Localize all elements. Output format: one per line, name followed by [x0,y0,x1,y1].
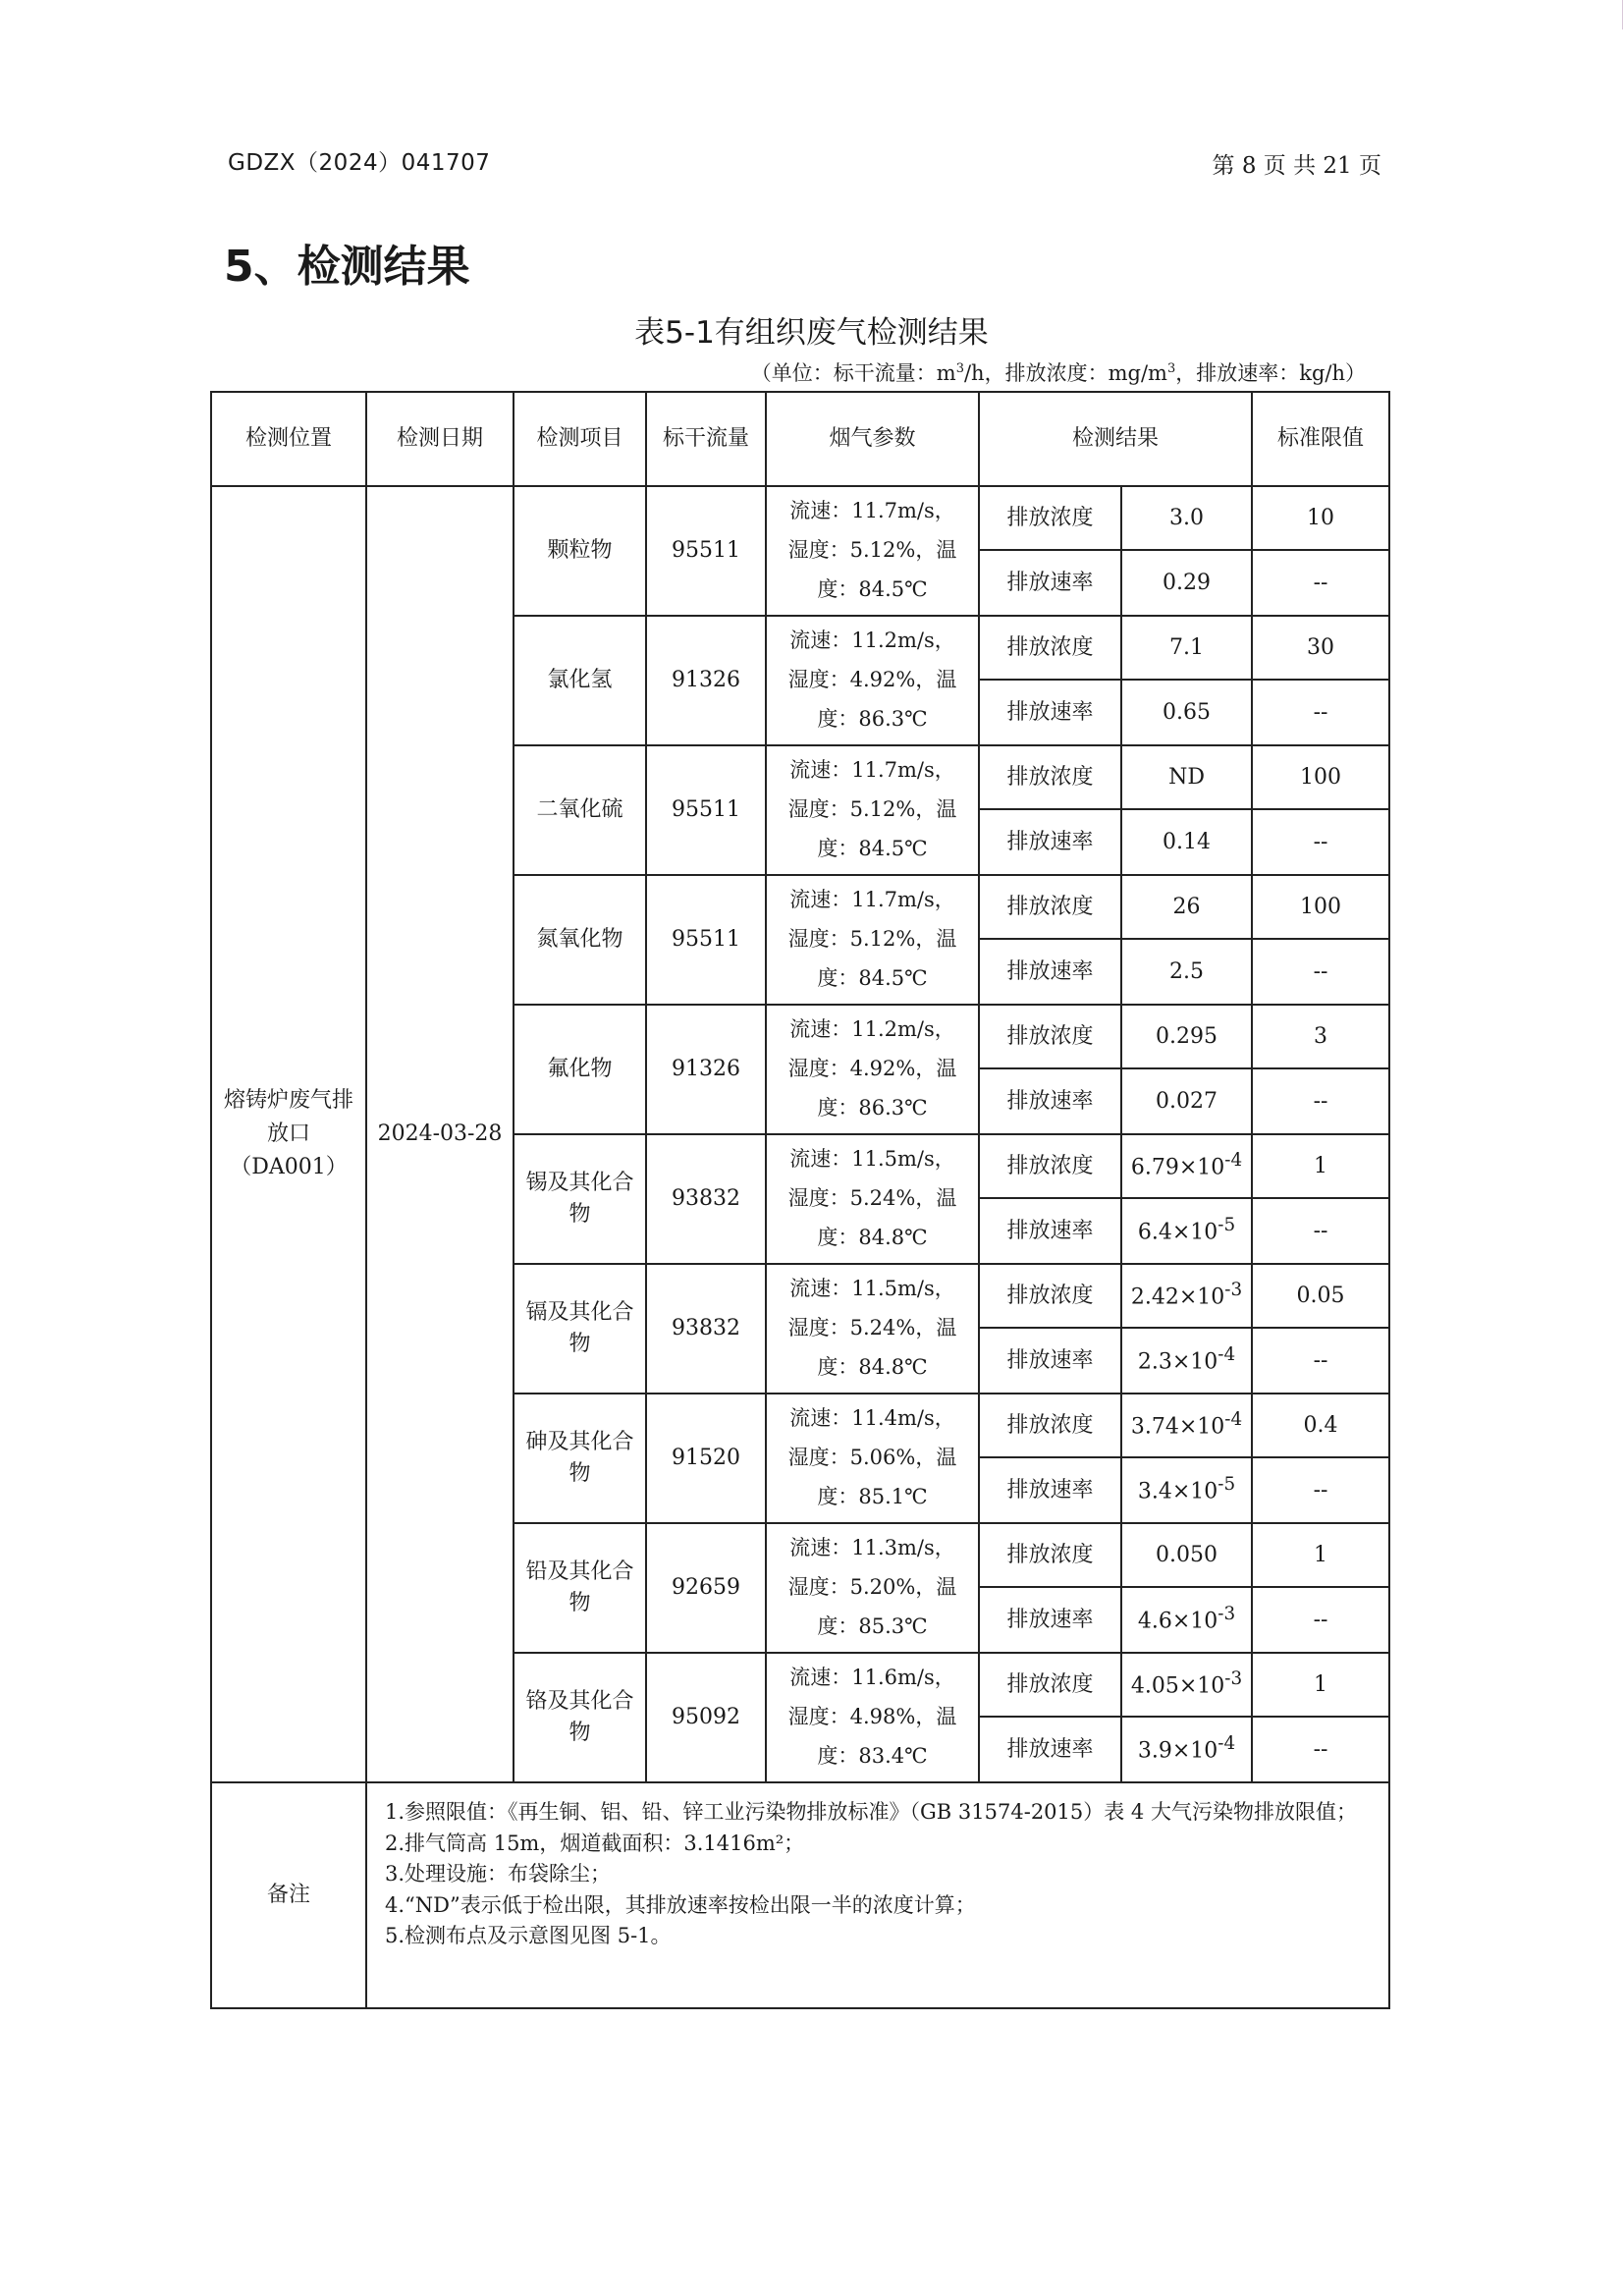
conc-label: 排放浓度 [979,1394,1121,1457]
rate-limit: -- [1252,1457,1389,1523]
rate-value [1121,1587,1252,1653]
flow-cell: 95511 [646,745,766,875]
rate-limit: -- [1252,939,1389,1005]
conc-value [1121,1653,1252,1717]
flow-cell: 95511 [646,486,766,616]
flue-speed: 流速：11.5m/s， [789,1147,955,1172]
item-cell: 铅及其化合物 [514,1523,646,1653]
results-table [210,391,1390,2009]
rate-limit: -- [1252,1068,1389,1134]
conc-value: 3.0 [1121,486,1252,550]
col-item: 检测项目 [514,392,646,486]
flue-temp: 度：84.5℃ [817,836,928,860]
note-line: 2.排气筒高 15m，烟道截面积：3.1416m²； [385,1831,805,1855]
item-cell: 铬及其化合物 [514,1653,646,1782]
rate-value [1121,1198,1252,1264]
conc-limit: 1 [1252,1523,1389,1587]
report-number: GDZX（2024）041707 [228,150,491,176]
item-cell: 锡及其化合物 [514,1134,646,1264]
col-date: 检测日期 [366,392,514,486]
section-heading: 5、检测结果 [224,242,470,292]
rate-value: 2.5 [1121,939,1252,1005]
flow-cell: 91326 [646,1005,766,1134]
flue-humidity: 湿度：5.12%，温 [787,538,957,563]
flue-params-cell [766,745,979,875]
rate-value-exponent: -4 [1217,1733,1236,1755]
conc-limit: 3 [1252,1005,1389,1068]
conc-label: 排放浓度 [979,1264,1121,1328]
rate-label: 排放速率 [979,1198,1121,1264]
table-caption: 表5-1有组织废气检测结果 [634,315,989,351]
flow-cell: 95511 [646,875,766,1005]
flue-params-cell [766,1005,979,1134]
rate-value-exponent: -3 [1217,1604,1236,1625]
rate-value-mantissa: 6.4×10 [1137,1220,1218,1245]
flue-params-cell [766,616,979,745]
rate-value-exponent: -5 [1217,1474,1236,1496]
note-line: 3.处理设施：布袋除尘； [385,1862,612,1886]
page-indicator: 第 8 页 共 21 页 [1212,153,1381,179]
flue-params-cell [766,486,979,616]
rate-label: 排放速率 [979,809,1121,875]
flue-temp: 度：83.4℃ [817,1743,928,1768]
item-cell: 颗粒物 [514,486,646,616]
flue-temp: 度：85.3℃ [817,1613,928,1638]
conc-limit: 100 [1252,875,1389,939]
flue-params-cell [766,1264,979,1394]
conc-limit: 1 [1252,1653,1389,1717]
item-cell: 二氧化硫 [514,745,646,875]
flue-speed: 流速：11.7m/s， [789,888,955,912]
conc-value: 7.1 [1121,616,1252,680]
units-prefix: （单位：标干流量：m [750,361,956,385]
conc-limit: 0.05 [1252,1264,1389,1328]
conc-value [1121,1264,1252,1328]
flue-speed: 流速：11.4m/s， [789,1406,955,1431]
rate-value: 0.14 [1121,809,1252,875]
rate-value: 0.29 [1121,550,1252,616]
conc-value: 26 [1121,875,1252,939]
flue-speed: 流速：11.6m/s， [789,1666,955,1690]
flue-speed: 流速：11.5m/s， [789,1277,955,1301]
conc-limit: 100 [1252,745,1389,809]
col-location: 检测位置 [211,392,366,486]
rate-label: 排放速率 [979,1457,1121,1523]
rate-label: 排放速率 [979,1068,1121,1134]
results-body [211,392,1389,2008]
conc-value-exponent: -4 [1224,1150,1243,1172]
item-cell: 砷及其化合物 [514,1394,646,1523]
flue-temp: 度：85.1℃ [817,1484,928,1508]
units-note [751,357,1366,387]
rate-value-mantissa: 3.9×10 [1137,1738,1218,1764]
units-mid-2: ，排放速率：kg/h） [1175,361,1366,385]
rate-value: 0.027 [1121,1068,1252,1134]
flue-humidity: 湿度：5.12%，温 [787,927,957,952]
flue-temp: 度：84.5℃ [817,576,928,601]
note-line: 5.检测布点及示意图见图 5-1。 [385,1924,672,1947]
flow-cell: 93832 [646,1134,766,1264]
conc-limit: 10 [1252,486,1389,550]
flue-temp: 度：84.8℃ [817,1354,928,1379]
flue-humidity: 湿度：5.24%，温 [787,1186,957,1211]
conc-value [1121,1394,1252,1457]
col-flow: 标干流量 [646,392,766,486]
flow-cell: 91326 [646,616,766,745]
conc-label: 排放浓度 [979,1523,1121,1587]
header-row [211,392,1389,486]
flue-speed: 流速：11.3m/s， [789,1536,955,1560]
notes-row [211,1782,1389,2008]
flow-cell: 93832 [646,1264,766,1394]
flue-humidity: 湿度：5.20%，温 [787,1575,957,1600]
rate-value [1121,1328,1252,1394]
location-cell: 熔铸炉废气排放口（DA001） [211,486,366,1782]
flow-cell: 95092 [646,1653,766,1782]
rate-value: 0.65 [1121,680,1252,745]
conc-value-exponent: -3 [1224,1280,1243,1301]
conc-limit: 30 [1252,616,1389,680]
flue-humidity: 湿度：5.06%，温 [787,1446,957,1470]
conc-value-mantissa: 2.42×10 [1130,1285,1225,1310]
table-row [211,486,1389,550]
col-result: 检测结果 [979,392,1252,486]
conc-label: 排放浓度 [979,1005,1121,1068]
rate-label: 排放速率 [979,939,1121,1005]
flue-speed: 流速：11.7m/s， [789,499,955,523]
rate-limit: -- [1252,1587,1389,1653]
rate-label: 排放速率 [979,1717,1121,1782]
conc-value: ND [1121,745,1252,809]
conc-label: 排放浓度 [979,616,1121,680]
rate-limit: -- [1252,680,1389,745]
flue-humidity: 湿度：4.92%，温 [787,668,957,692]
rate-label: 排放速率 [979,680,1121,745]
flow-cell: 91520 [646,1394,766,1523]
rate-value-exponent: -5 [1217,1215,1236,1236]
flue-temp: 度：84.5℃ [817,965,928,990]
conc-label: 排放浓度 [979,486,1121,550]
notes-label: 备注 [211,1782,366,2008]
date-cell: 2024-03-28 [366,486,514,1782]
rate-value [1121,1717,1252,1782]
flue-speed: 流速：11.2m/s， [789,629,955,653]
rate-limit: -- [1252,809,1389,875]
conc-limit: 1 [1252,1134,1389,1198]
flow-cell: 92659 [646,1523,766,1653]
conc-label: 排放浓度 [979,745,1121,809]
conc-value-mantissa: 4.05×10 [1130,1673,1225,1699]
rate-limit: -- [1252,1328,1389,1394]
conc-value-mantissa: 6.79×10 [1130,1155,1225,1180]
flue-params-cell [766,1523,979,1653]
conc-label: 排放浓度 [979,1653,1121,1717]
conc-label: 排放浓度 [979,875,1121,939]
conc-value: 0.050 [1121,1523,1252,1587]
rate-limit: -- [1252,1198,1389,1264]
conc-value-mantissa: 3.74×10 [1130,1414,1225,1440]
rate-value-mantissa: 2.3×10 [1137,1349,1218,1375]
conc-label: 排放浓度 [979,1134,1121,1198]
flue-temp: 度：86.3℃ [817,706,928,731]
item-cell: 氟化物 [514,1005,646,1134]
col-flue-params: 烟气参数 [766,392,979,486]
units-mid-1: /h，排放浓度：mg/m [963,361,1167,385]
note-line: 4.“ND”表示低于检出限，其排放速率按检出限一半的浓度计算； [385,1892,976,1917]
rate-label: 排放速率 [979,550,1121,616]
conc-limit: 0.4 [1252,1394,1389,1457]
flue-speed: 流速：11.2m/s， [789,1017,955,1042]
flue-humidity: 湿度：4.92%，温 [787,1057,957,1081]
rate-limit: -- [1252,550,1389,616]
units-sup-2: 3 [1166,361,1176,376]
units-sup-1: 3 [955,361,964,376]
conc-value-exponent: -3 [1224,1668,1243,1690]
col-limit: 标准限值 [1252,392,1389,486]
note-line: 1.参照限值：《再生铜、铝、铅、锌工业污染物排放标准》（GB 31574-2015）表 4 大气污染物排放限值； [385,1800,1357,1824]
rate-value-mantissa: 4.6×10 [1137,1609,1218,1634]
item-cell: 氯化氢 [514,616,646,745]
rate-value-exponent: -4 [1217,1344,1236,1366]
conc-value-exponent: -4 [1224,1409,1243,1431]
conc-value [1121,1134,1252,1198]
item-cell: 镉及其化合物 [514,1264,646,1394]
item-cell: 氮氧化物 [514,875,646,1005]
flue-params-cell [766,875,979,1005]
flue-temp: 度：84.8℃ [817,1225,928,1249]
flue-params-cell [766,1134,979,1264]
flue-params-cell [766,1653,979,1782]
rate-value-mantissa: 3.4×10 [1137,1479,1218,1504]
flue-humidity: 湿度：4.98%，温 [787,1705,957,1729]
flue-humidity: 湿度：5.12%，温 [787,797,957,822]
rate-label: 排放速率 [979,1587,1121,1653]
rate-label: 排放速率 [979,1328,1121,1394]
conc-value: 0.295 [1121,1005,1252,1068]
flue-params-cell [766,1394,979,1523]
notes-content [366,1782,1389,2008]
rate-value [1121,1457,1252,1523]
rate-limit: -- [1252,1717,1389,1782]
flue-humidity: 湿度：5.24%，温 [787,1316,957,1340]
flue-speed: 流速：11.7m/s， [789,758,955,783]
flue-temp: 度：86.3℃ [817,1095,928,1120]
